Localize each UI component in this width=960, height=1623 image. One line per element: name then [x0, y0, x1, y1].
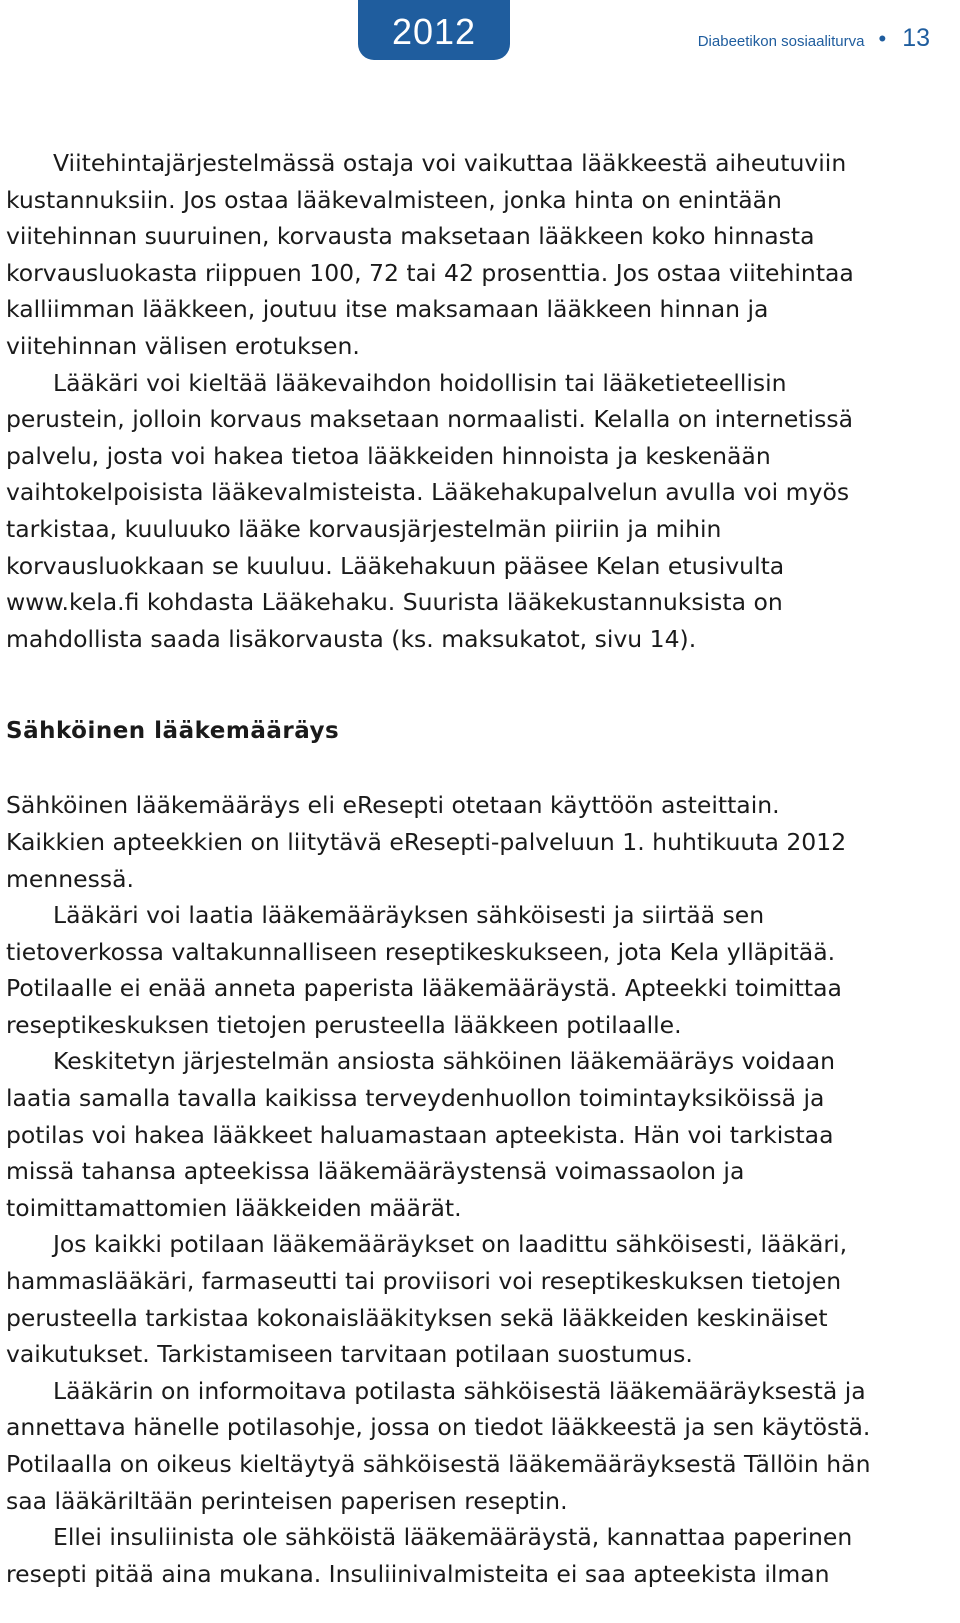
bullet-separator: • [878, 26, 887, 51]
running-header [698, 24, 930, 53]
page-number: 13 [902, 24, 930, 52]
spacer [6, 749, 886, 787]
paragraph-medication-check: Jos kaikki potilaan lääkemääräykset on laadittu sähköisesti, lääkäri, hammaslääkäri, farmaseutti tai proviisori voi reseptikeskuksen tietojen perusteella tarkistaa kokonaislääkityksen sekä lääkkeiden keskinäiset vaikutukset. Tarkistamiseen tarvitaan potilaan suostumus. [6, 1230, 848, 1369]
paragraph-centralized-system: Keskitetyn järjestelmän ansiosta sähköinen lääkemääräys voidaan laatia samalla tavalla kaikissa terveydenhuollon toimintayksiköissä ja potilas voi hakea lääkkeet haluamastaan apteekista. Hän voi tarkistaa missä tahansa apteekissa lääkemääräystensä voimassaolon ja toimittamattomien lääkkeiden määrät. [6, 1047, 835, 1222]
paragraph-drug-substitution: Lääkäri voi kieltää lääkevaihdon hoidollisin tai lääketieteellisin perustein, jolloin korvaus maksetaan normaalisti. Kelalla on internetissä palvelu, josta voi hakea tietoa lääkkeiden hinnoista ja keskenään vaihtokelpoisista lääkevalmisteista. Lääkehakupalvelun avulla voi myös tarkistaa, kuuluuko lääke korvausjärjestelmän piiriin ja mihin korvausluokkaan se kuuluu. Lääkehakuun pääsee Kelan etusivulta www.kela.fi kohdasta Lääkehaku. Suurista lääkekustannuksista on mahdollista saada lisäkorvausta (ks. maksukatot, sivu 14). [6, 368, 853, 653]
year-tab: 2012 [358, 0, 510, 60]
paragraph-reference-price: Viitehintajärjestelmässä ostaja voi vaikuttaa lääkkeestä aiheutuviin kustannuksiin. Jos ostaa lääkevalmisteen, jonka hinta on enintään viitehinnan suuruinen, korvausta maksetaan lääkkeen koko hinnasta korvausluokasta riippuen 100, 72 tai 42 prosenttia. Jos ostaa viitehintaa kalliimman lääkkeen, joutuu itse maksamaan lääkkeen hinnan ja viitehinnan välisen erotuksen. [6, 149, 854, 360]
paragraph-patient-information: Lääkärin on informoitava potilasta sähköisestä lääkemääräyksestä ja annettava hänelle potilasohje, jossa on tiedot lääkkeestä ja sen käytöstä. Potilaalla on oikeus kieltäytyä sähköisestä lääkemääräyksestä Tällöin hän saa lääkäriltään perinteisen paperisen reseptin. [6, 1376, 871, 1515]
paragraph-insulin: Ellei insuliinista ole sähköistä lääkemääräystä, kannattaa paperinen resepti pitää aina mukana. Insuliinivalmisteita ei saa apteekista ilman [6, 1523, 853, 1588]
spacer [6, 657, 886, 713]
body-text [6, 145, 886, 1592]
paragraph-eprescription-intro: Sähköinen lääkemääräys eli eResepti otetaan käyttöön asteittain. Kaikkien apteekkien on liitytävä eResepti-palveluun 1. huhtikuuta 2012 mennessä. [6, 791, 847, 893]
paragraph-eprescription-doctor: Lääkäri voi laatia lääkemääräyksen sähköisesti ja siirtää sen tietoverkossa valtakunnalliseen reseptikeskukseen, jota Kela ylläpitää. Potilaalle ei enää anneta paperista lääkemääräystä. Apteekki toimittaa reseptikeskuksen tietojen perusteella lääkkeen potilaalle. [6, 901, 842, 1039]
running-title: Diabeetikon sosiaaliturva [697, 33, 865, 50]
section-heading: Sähköinen lääkemääräys [6, 718, 340, 745]
